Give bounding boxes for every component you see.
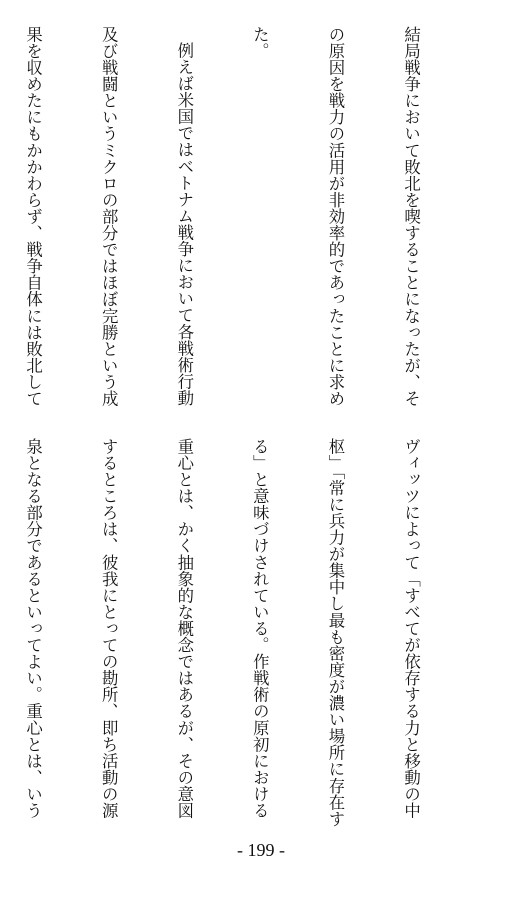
text-line: 果を収めたにもかかわらず、戦争自体には敗北して [23,26,43,407]
lower-text-block [23,438,474,827]
text-line: る」と意味づけされている。作戦術の原初における [250,438,270,819]
text-line: 泉となる部分であるといってよい。重心とは、いう [23,438,43,819]
text-line: 枢」「常に兵力が集中し最も密度が濃い場所に存在す [325,438,345,827]
text-line: するところは、彼我にとっての勘所、即ち活動の源 [99,438,119,819]
text-line: 及び戦闘というミクロの部分ではほぼ完勝という成 [99,26,119,407]
page-number: - 199 - [237,840,285,860]
upper-text-block [23,26,474,407]
text-line: ヴィッツによって「すべてが依存する力と移動の中 [401,438,421,819]
text-line: の原因を戦力の活用が非効率的であったことに求め [325,26,345,407]
text-line: 結局戦争において敗北を喫することになったが、そ [401,26,421,407]
text-line: 重心とは、かく抽象的な概念ではあるが、その意図 [174,438,194,819]
text-line: た。 [250,26,270,60]
paragraph-start-line: 例えば米国ではベトナム戦争において各戦術行動 [174,42,194,407]
